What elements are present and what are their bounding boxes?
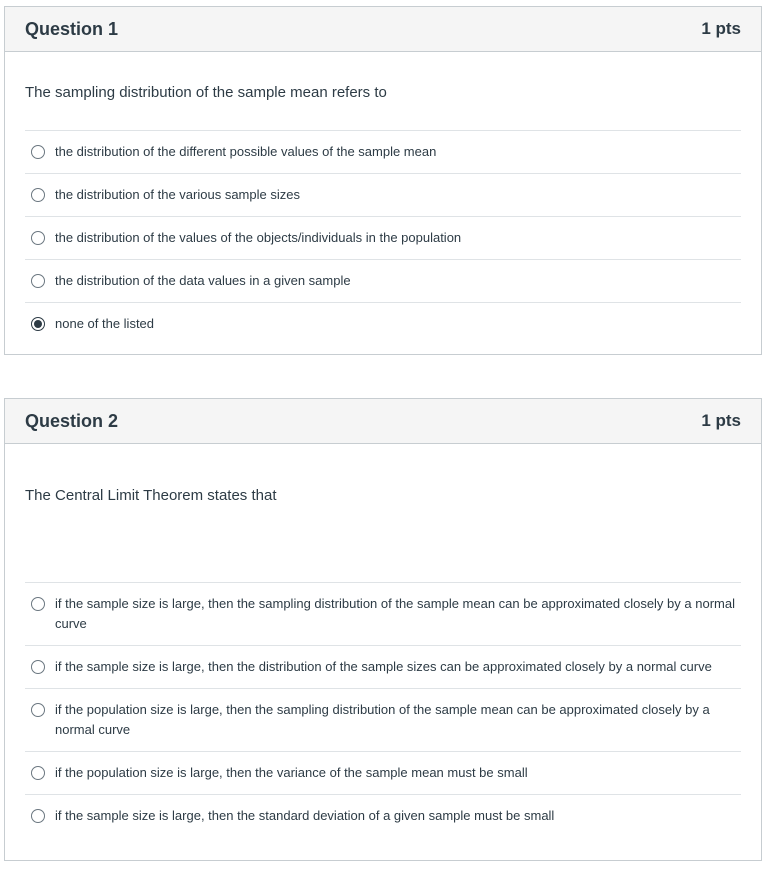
radio-button[interactable]	[31, 809, 45, 823]
radio-button[interactable]	[31, 317, 45, 331]
answer-label: none of the listed	[55, 316, 155, 331]
radio-button[interactable]	[31, 231, 45, 245]
answer-label: if the population size is large, then the sampling distribution of the sample mean can be approximated closely by a normal curve	[55, 702, 710, 737]
answer-label: the distribution of the data values in a given sample	[55, 273, 351, 288]
radio-button[interactable]	[31, 703, 45, 717]
question-header	[5, 7, 761, 52]
radio-button[interactable]	[31, 597, 45, 611]
question-points: 1 pts	[701, 411, 741, 430]
answer-option[interactable]	[25, 259, 741, 302]
answer-option[interactable]	[25, 751, 741, 794]
radio-button[interactable]	[31, 274, 45, 288]
radio-button[interactable]	[31, 145, 45, 159]
radio-button[interactable]	[31, 188, 45, 202]
question-points: 1 pts	[701, 19, 741, 38]
radio-button[interactable]	[31, 660, 45, 674]
question-title: Question 1	[25, 18, 119, 39]
question-title: Question 2	[25, 410, 119, 431]
answer-label: the distribution of the values of the objects/individuals in the population	[55, 230, 462, 245]
answer-option[interactable]	[25, 688, 741, 751]
answer-option[interactable]	[25, 794, 741, 837]
question-2-card	[4, 398, 762, 861]
question-text: The sampling distribution of the sample mean refers to	[25, 84, 387, 101]
answer-option[interactable]	[25, 582, 741, 645]
question-1-card	[4, 6, 762, 355]
answer-label: if the sample size is large, then the distribution of the sample sizes can be approximated closely by a normal curve	[55, 659, 712, 674]
radio-button[interactable]	[31, 766, 45, 780]
answer-label: if the sample size is large, then the sampling distribution of the sample mean can be approximated closely by a normal curve	[55, 596, 735, 631]
answer-option[interactable]	[25, 173, 741, 216]
answer-label: the distribution of the different possible values of the sample mean	[55, 144, 437, 159]
question-text: The Central Limit Theorem states that	[25, 487, 277, 504]
answer-list	[25, 582, 741, 837]
answer-list	[25, 130, 741, 345]
answer-label: the distribution of the various sample sizes	[55, 187, 300, 202]
answer-option[interactable]	[25, 216, 741, 259]
answer-option[interactable]	[25, 645, 741, 688]
answer-label: if the population size is large, then the variance of the sample mean must be small	[55, 765, 528, 780]
answer-option[interactable]	[25, 302, 741, 345]
question-header	[5, 399, 761, 444]
answer-option[interactable]	[25, 130, 741, 173]
answer-label: if the sample size is large, then the standard deviation of a given sample must be small	[55, 808, 555, 823]
